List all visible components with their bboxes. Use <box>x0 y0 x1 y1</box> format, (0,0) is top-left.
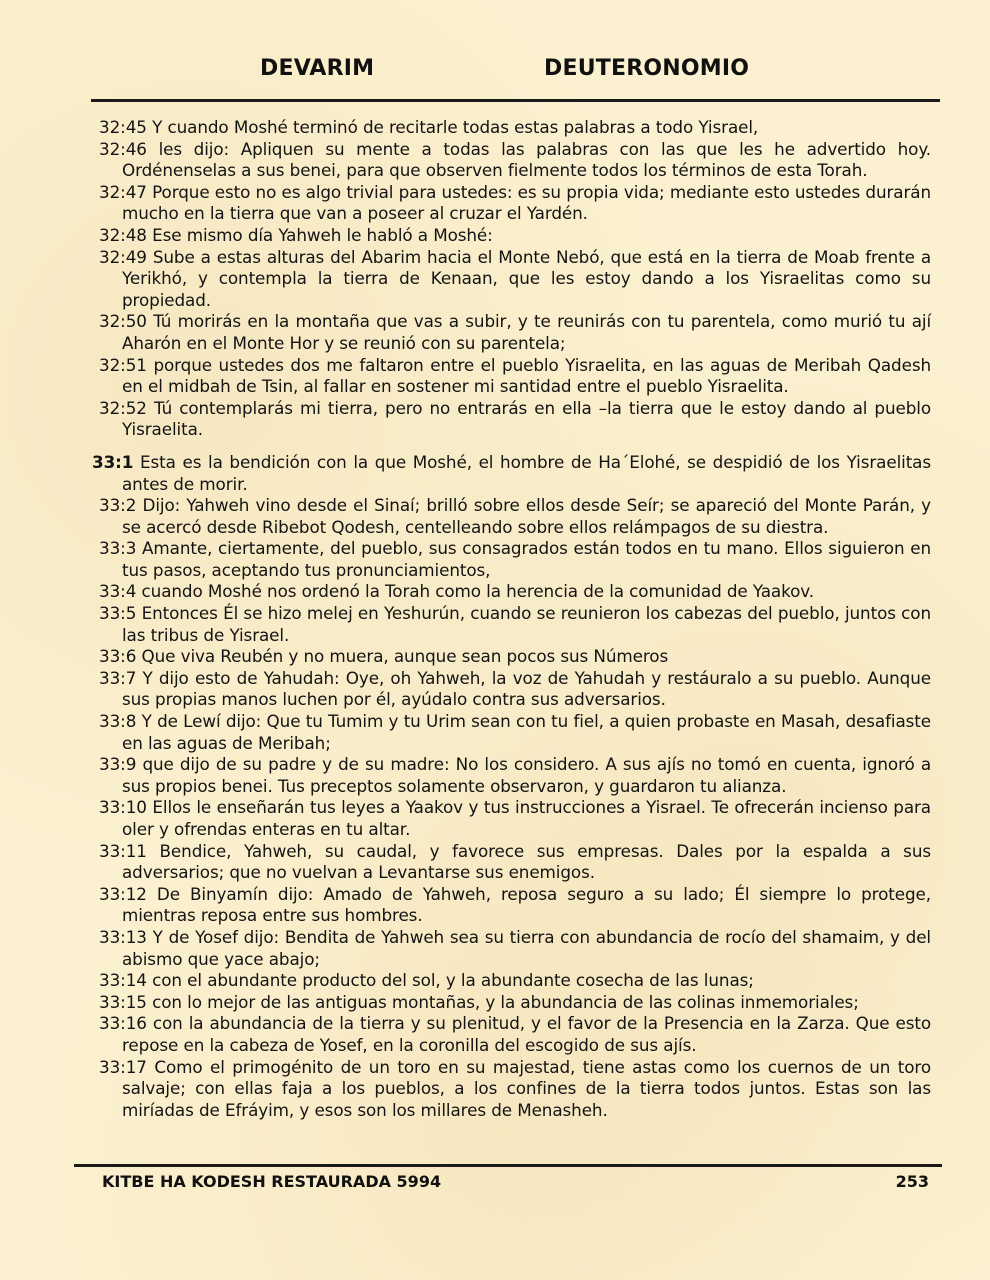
verse-text: Ese mismo día Yahweh le habló a Moshé: <box>152 224 493 245</box>
scripture-text <box>92 117 931 1121</box>
verse-text: Entonces Él se hizo melej en Yeshurún, cuando se reunieron los cabezas del pueblo, juntos con las tribus de Yisrael. <box>122 603 931 645</box>
verse-33-16 <box>92 1013 931 1056</box>
verse-ref: 33:14 <box>99 970 147 991</box>
book-title-hebrew: DEVARIM <box>260 56 375 81</box>
footer-divider <box>74 1164 942 1167</box>
verse-33-14 <box>92 970 931 992</box>
verse-text: Tú contemplarás mi tierra, pero no entrarás en ella –la tierra que le estoy dando al pueblo Yisraelita. <box>122 397 932 440</box>
verse-33-2 <box>92 495 931 538</box>
verse-32-48 <box>92 225 931 247</box>
verse-33-8 <box>92 711 931 754</box>
verse-33-17 <box>92 1057 931 1122</box>
footer-book-title: KITBE HA KODESH RESTAURADA 5994 <box>102 1172 442 1191</box>
verse-33-12 <box>92 884 931 927</box>
verse-ref: 33:17 <box>99 1056 147 1077</box>
page-number: 253 <box>895 1172 929 1191</box>
verse-ref: 33:10 <box>99 797 147 818</box>
verse-32-46 <box>92 139 931 182</box>
verse-text: Y dijo esto de Yahudah: Oye, oh Yahweh, la voz de Yahudah y restáuralo a su pueblo. Aunque sus propias manos luchen por él, ayúdalo contra sus adversarios. <box>122 667 931 710</box>
verse-ref: 32:47 <box>99 181 147 202</box>
verse-ref: 33:3 <box>99 538 137 559</box>
verse-ref: 33:16 <box>99 1013 147 1034</box>
verse-33-11 <box>92 841 931 884</box>
verse-text: con lo mejor de las antiguas montañas, y la abundancia de las colinas inmemoriales; <box>152 991 859 1012</box>
verse-text: Esta es la bendición con la que Moshé, el hombre de Ha´Elohé, se despidió de los Yisraelitas antes de morir. <box>122 451 932 494</box>
verse-text: les dijo: Apliquen su mente a todas las palabras con las que les he advertido hoy. Ordénenselas a sus benei, para que observen fielmente todos los términos de esta Torah. <box>122 138 932 181</box>
verse-text: cuando Moshé nos ordenó la Torah como la herencia de la comunidad de Yaakov. <box>141 581 815 602</box>
verse-ref: 32:46 <box>99 138 147 159</box>
verse-text: Tú morirás en la montaña que vas a subir, y te reunirás con tu parentela, como murió tu ají Aharón en el Monte Hor y se reunió con su parentela; <box>122 311 932 353</box>
verse-32-51 <box>92 355 931 398</box>
book-title-spanish: DEUTERONOMIO <box>544 56 750 81</box>
verse-ref: 33:12 <box>99 883 147 904</box>
verse-32-45 <box>92 117 931 139</box>
verse-text: Y cuando Moshé terminó de recitarle todas estas palabras a todo Yisrael, <box>152 117 759 137</box>
verse-33-3 <box>92 538 931 581</box>
verse-ref: 33:13 <box>99 926 147 947</box>
verse-text: De Binyamín dijo: Amado de Yahweh, reposa seguro a su lado; Él siempre lo protege, mientras reposa entre sus hombres. <box>122 883 931 926</box>
verse-33-9 <box>92 754 931 797</box>
verse-32-47 <box>92 182 931 225</box>
verse-ref: 33:7 <box>99 667 137 688</box>
verse-33-1 <box>92 452 931 495</box>
header-divider <box>91 99 940 102</box>
verse-text: Que viva Reubén y no muera, aunque sean pocos sus Números <box>141 646 669 667</box>
verse-text: con el abundante producto del sol, y la abundante cosecha de las lunas; <box>152 970 754 991</box>
page-header <box>0 56 990 90</box>
verse-text: porque ustedes dos me faltaron entre el pueblo Yisraelita, en las aguas de Meribah Qadesh en el midbah de Tsin, al fallar en sostener mi santidad entre el pueblo Yisraelita. <box>122 354 932 397</box>
verse-text: con la abundancia de la tierra y su plenitud, y el favor de la Presencia en la Zarza. Que esto repose en la cabeza de Yosef, en la coronilla del escogido de sus ajís. <box>122 1013 932 1055</box>
verse-ref: 32:48 <box>99 224 147 245</box>
verse-ref: 33:8 <box>99 711 137 732</box>
verse-text: Sube a estas alturas del Abarim hacia el Monte Nebó, que está en la tierra de Moab frente a Yerikhó, y contempla la tierra de Kenaan, que les estoy dando a los Yisraelitas como su propiedad. <box>122 246 932 310</box>
verse-32-49 <box>92 247 931 312</box>
verse-33-7 <box>92 668 931 711</box>
verse-ref: 33:9 <box>99 754 137 775</box>
verse-text: Y de Lewí dijo: Que tu Tumim y tu Urim sean con tu fiel, a quien probaste en Masah, desafiaste en las aguas de Meribah; <box>122 711 931 753</box>
verse-ref: 32:50 <box>99 311 147 332</box>
verse-33-4 <box>92 581 931 603</box>
verse-text: Como el primogénito de un toro en su majestad, tiene astas como los cuernos de un toro salvaje; con ellas faja a los pueblos, a los confines de la tierra todos juntos. Estas son las miríadas de Efráyim, y esos son los millares de Menasheh. <box>122 1056 931 1120</box>
verse-ref: 33:4 <box>99 581 137 602</box>
verse-ref: 33:11 <box>99 840 147 861</box>
verse-33-6 <box>92 646 931 668</box>
verse-ref: 32:45 <box>99 117 147 137</box>
chapter-start-ref: 33:1 <box>92 451 134 472</box>
verse-text: Amante, ciertamente, del pueblo, sus consagrados están todos en tu mano. Ellos siguieron en tus pasos, aceptando tus pronunciamientos, <box>122 538 932 580</box>
verse-33-13 <box>92 927 931 970</box>
verse-text: Bendice, Yahweh, su caudal, y favorece sus empresas. Dales por la espalda a sus adversarios; que no vuelvan a Levantarse sus enemigos. <box>122 840 931 883</box>
verse-ref: 33:15 <box>99 991 147 1012</box>
verse-text: Ellos le enseñarán tus leyes a Yaakov y tus instrucciones a Yisrael. Te ofrecerán incienso para oler y ofrendas enteras en tu altar. <box>122 797 931 839</box>
verse-ref: 32:49 <box>99 246 147 267</box>
verse-text: que dijo de su padre y de su madre: No los considero. A sus ajís no tomó en cuenta, ignoró a sus propios benei. Tus preceptos solamente observaron, y guardaron tu alianza. <box>122 754 932 796</box>
verse-33-10 <box>92 797 931 840</box>
verse-33-5 <box>92 603 931 646</box>
verse-ref: 33:5 <box>99 603 137 624</box>
verse-text: Dijo: Yahweh vino desde el Sinaí; brilló sobre ellos desde Seír; se apareció del Monte Parán, y se acercó desde Ribebot Qodesh, centelleando sobre ellos relámpagos de su diestra. <box>122 495 931 537</box>
verse-ref: 33:6 <box>99 646 137 667</box>
verse-33-15 <box>92 992 931 1014</box>
verse-ref: 32:52 <box>99 397 147 418</box>
verse-ref: 32:51 <box>99 354 147 375</box>
verse-text: Y de Yosef dijo: Bendita de Yahweh sea su tierra con abundancia de rocío del shamaim, y del abismo que yace abajo; <box>122 926 931 969</box>
verse-ref: 33:2 <box>99 495 137 516</box>
verse-32-52 <box>92 398 931 441</box>
verse-text: Porque esto no es algo trivial para ustedes: es su propia vida; mediante esto ustedes durarán mucho en la tierra que van a poseer al cruzar el Yardén. <box>122 181 932 224</box>
verse-32-50 <box>92 311 931 354</box>
